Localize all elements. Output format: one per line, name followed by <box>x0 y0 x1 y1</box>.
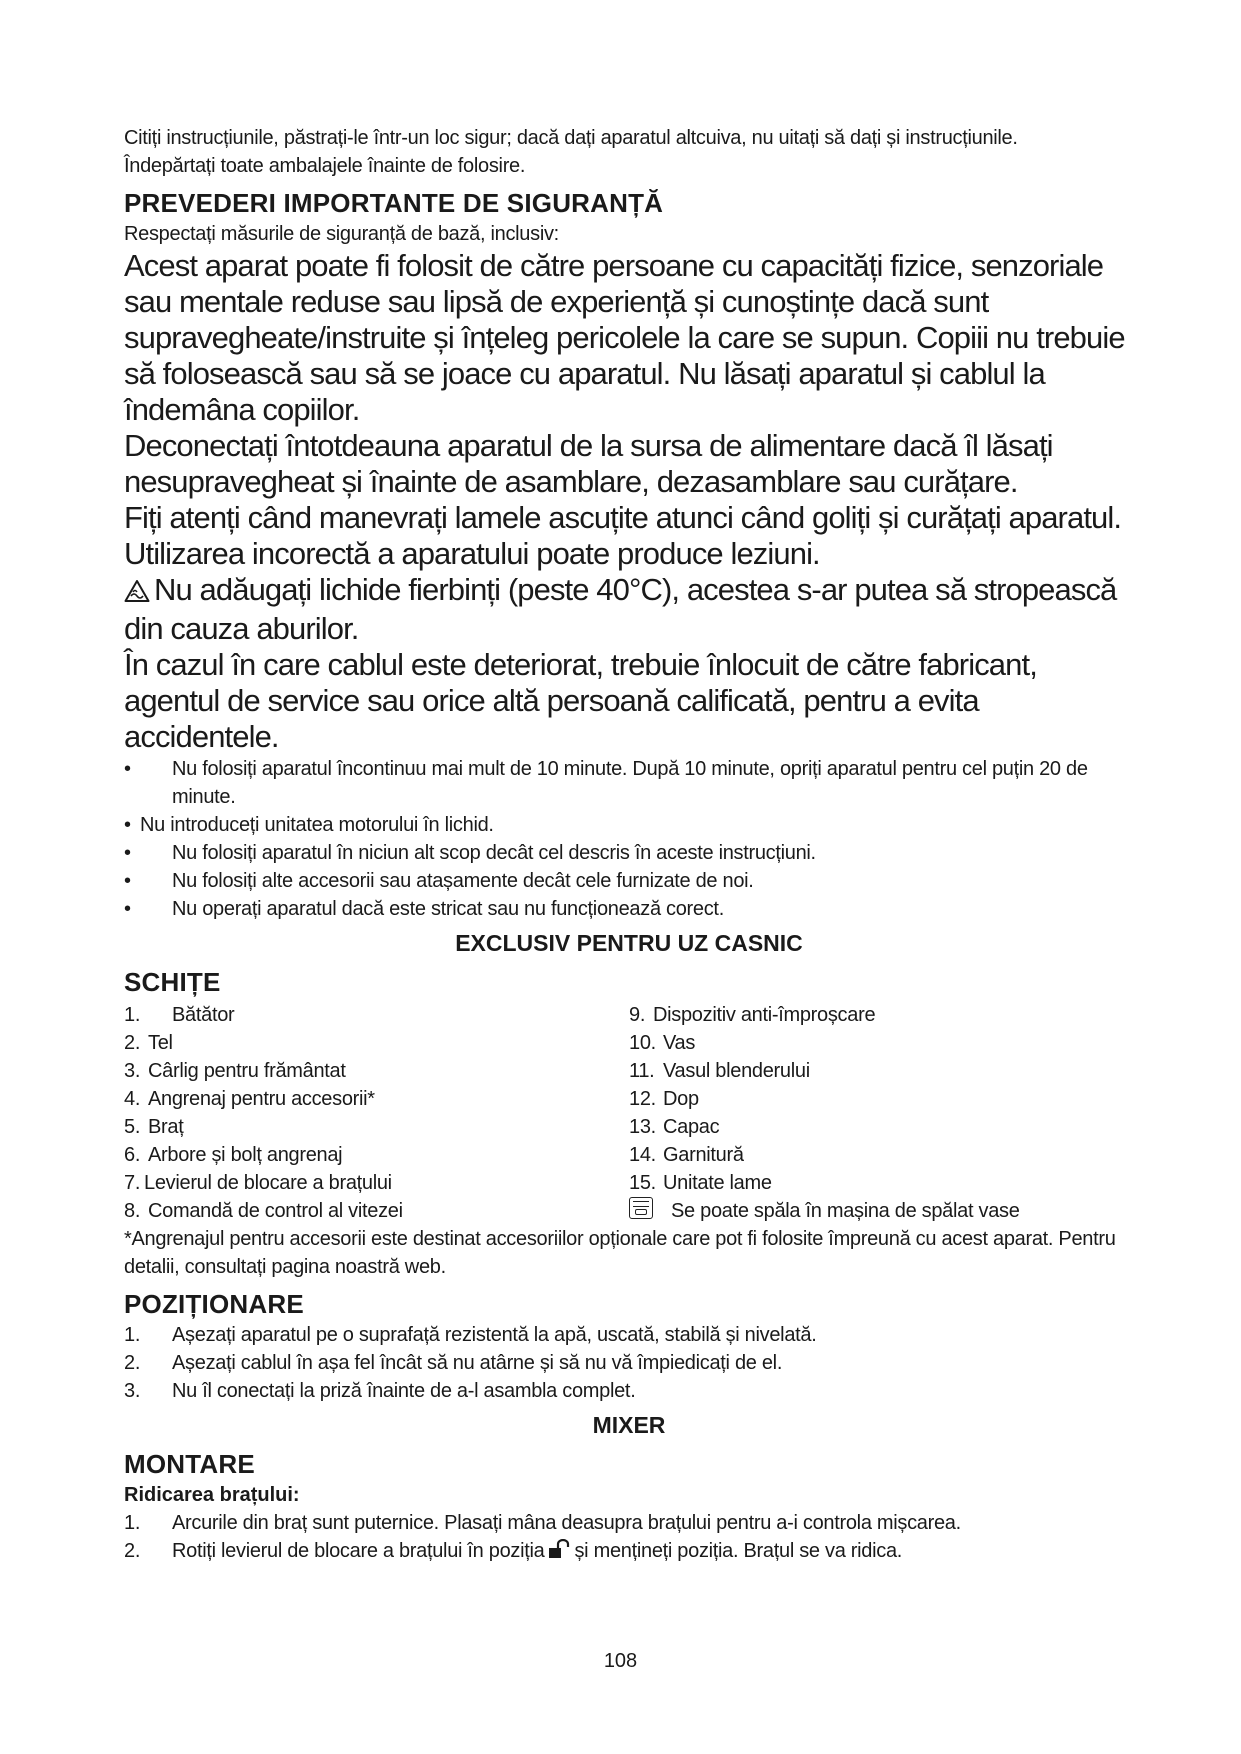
part-item: 6. Arbore și bolț angrenaj <box>124 1144 343 1166</box>
list-item: 2. Rotiți levierul de blocare a brațului în poziția și mențineți poziția. Brațul se va ridica. <box>124 1537 1134 1567</box>
safety-paragraph-4-text: Nu adăugați lichide fierbinți (peste 40°C), acestea s-ar putea să stropească din cauza aburilor. <box>124 572 1117 646</box>
part-item: 2. Tel <box>124 1032 173 1054</box>
montare-heading: MONTARE <box>124 1449 255 1479</box>
list-item: 2. Așezați cablul în așa fel încât să nu atârne și să nu vă împiedicați de el. <box>124 1352 783 1374</box>
part-item: 3. Cârlig pentru frământat <box>124 1060 346 1082</box>
safety-bullet-list <box>124 755 1134 923</box>
part-item: 11. Vasul blenderului <box>629 1060 810 1082</box>
pozitionare-list <box>124 1321 1134 1405</box>
household-use-notice: EXCLUSIV PENTRU UZ CASNIC <box>455 930 803 956</box>
part-item: 7. Levierul de blocare a brațului <box>124 1172 392 1194</box>
parts-list-right <box>629 1001 1134 1225</box>
manual-page <box>124 124 1134 1567</box>
mixer-heading: MIXER <box>592 1412 666 1438</box>
part-item: 10. Vas <box>629 1032 696 1054</box>
safety-paragraph-2: Deconectați întotdeauna aparatul de la sursa de alimentare dacă îl lăsați nesupravegheat și înainte de asamblare, dezasamblare sau curățare. <box>124 428 1053 499</box>
intro-line-1: Citiți instrucțiunile, păstrați-le într-un loc sigur; dacă dați aparatul altcuiva, nu uitați să dați și instrucțiunile. <box>124 127 1018 149</box>
safety-paragraph-1: Acest aparat poate fi folosit de către persoane cu capacități fizice, senzoriale sau mentale reduse sau lipsă de experiență și cunoștințe dacă sunt supravegheate/instruite și înțeleg pericolele la care se supun. Copiii nu trebuie să folosească sau să se joace cu aparatul. Nu lăsați aparatul și cablul la îndemâna copiilor. <box>124 248 1125 427</box>
dishwasher-note: Se poate spăla în mașina de spălat vase <box>629 1197 1134 1225</box>
part-item: 9. Dispozitiv anti-împroșcare <box>629 1004 876 1026</box>
safety-subtitle: Respectați măsurile de siguranță de bază, inclusiv: <box>124 223 559 245</box>
page-number: 108 <box>603 1650 638 1672</box>
part-item: 13. Capac <box>629 1116 720 1138</box>
schite-heading: SCHIȚE <box>124 967 221 997</box>
montare-list <box>124 1509 1134 1567</box>
safety-paragraph-5: În cazul în care cablul este deteriorat, trebuie înlocuit de către fabricant, agentul de service sau orice altă persoană calificată, pentru a evita accidentele. <box>124 647 1037 754</box>
part-item: 12. Dop <box>629 1088 699 1110</box>
safety-paragraph-4 <box>124 572 1134 647</box>
warning-triangle-icon <box>124 575 150 611</box>
accessory-footnote: *Angrenajul pentru accesorii este destinat accesoriilor opționale care pot fi folosite împreună cu acest aparat. Pentru detalii, consultați pagina noastră web. <box>124 1228 1116 1278</box>
unlock-icon <box>548 1539 570 1567</box>
part-item: 8. Comandă de control al vitezei <box>124 1200 403 1222</box>
intro-line-2: Îndepărtați toate ambalajele înainte de folosire. <box>124 155 526 177</box>
parts-list-left <box>124 1001 629 1225</box>
pozitionare-heading: POZIȚIONARE <box>124 1289 304 1319</box>
list-item: 1. Arcurile din braț sunt puternice. Plasați mâna deasupra brațului pentru a-i controla mișcarea. <box>124 1512 961 1534</box>
list-item: 1. Așezați aparatul pe o suprafață rezistentă la apă, uscată, stabilă și nivelată. <box>124 1324 817 1346</box>
part-item: 14. Garnitură <box>629 1144 744 1166</box>
montare-subheading: Ridicarea brațului: <box>124 1484 300 1506</box>
safety-paragraph-3: Fiți atenți când manevrați lamele ascuțite atunci când goliți și curățați aparatul. Utilizarea incorectă a aparatului poate produce leziuni. <box>124 500 1122 571</box>
list-item: • Nu folosiți alte accesorii sau atașamente decât cele furnizate de noi. <box>124 870 754 892</box>
list-item: • Nu folosiți aparatul în niciun alt scop decât cel descris în aceste instrucțiuni. <box>124 842 816 864</box>
list-item: • Nu introduceți unitatea motorului în lichid. <box>124 814 494 836</box>
part-item: 15. Unitate lame <box>629 1172 772 1194</box>
list-item: 3. Nu îl conectați la priză înainte de a-l asambla complet. <box>124 1380 636 1402</box>
part-item: 4. Angrenaj pentru accesorii* <box>124 1088 375 1110</box>
part-item: 5. Braț <box>124 1116 184 1138</box>
dishwasher-icon <box>629 1197 653 1219</box>
parts-list <box>124 1001 1134 1225</box>
part-item: 1. Bătător <box>124 1004 235 1026</box>
safety-heading: PREVEDERI IMPORTANTE DE SIGURANȚĂ <box>124 188 664 218</box>
list-item: • Nu operați aparatul dacă este stricat sau nu funcționează corect. <box>124 898 724 920</box>
list-item: • Nu folosiți aparatul încontinuu mai mult de 10 minute. După 10 minute, opriți aparatul pentru cel puțin 20 de minute. <box>124 758 1088 808</box>
